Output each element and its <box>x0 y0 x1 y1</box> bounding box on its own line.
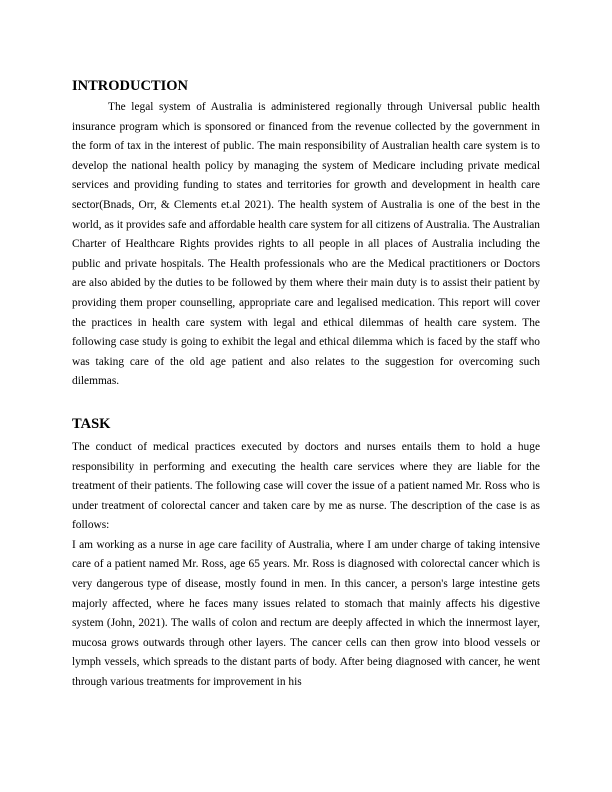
task-paragraph-2: I am working as a nurse in age care facility of Australia, where I am under charge of taking intensive care of a patient named Mr. Ross, age 65 years. Mr. Ross is diagnosed with colorectal cancer which is very dangerous type of disease, mostly found in men. In this cancer, a person's large intestine gets majorly affected, where he faces many issues related to stomach that mainly affects his digestive system (John, 2021). The walls of colon and rectum are deeply affected in which the innermost layer, mucosa grows outwards through other layers. The cancer cells can then grow into blood vessels or lymph vessels, which spreads to the distant parts of body. After being diagnosed with cancer, he went through various treatments for improvement in his <box>72 538 540 689</box>
introduction-heading: INTRODUCTION <box>72 78 189 94</box>
task-heading: TASK <box>72 415 111 432</box>
task-paragraph-1: The conduct of medical practices executed by doctors and nurses entails them to hold a huge responsibility in performing and executing the health care services where they are liable for the treatment of their patients. The following case will cover the issue of a patient named Mr. Ross who is under treatment of colorectal cancer and taken care by me as nurse. The description of the case is as follows: <box>72 440 540 532</box>
page-content <box>72 76 540 693</box>
introduction-paragraph: The legal system of Australia is administered regionally through Universal public health insurance program which is sponsored or financed from the revenue collected by the government in the form of tax in the interest of public. The main responsibility of Australian health care system is to develop the national health policy by managing the system of Medicare including private medical services and providing funding to states and territories for growth and development in health care sector(Bnads, Orr, & Clements et.al 2021). The health system of Australia is one of the best in the world, as it provides safe and affordable health care system for all citizens of Australia. The Australian Charter of Healthcare Rights provides rights to all people in all places of Australia including the public and private hospitals. The Health professionals who are the Medical practitioners or Doctors are also abided by the duties to be followed by them where their main duty is to assist their patient by providing them proper counselling, appropriate care and legalised medication. This report will cover the practices in health care system with legal and ethical dilemmas of health care system. The following case study is going to exhibit the legal and ethical dilemma which is faced by the staff who was taking care of the old age patient and also relates to the suggestion for overcoming such dilemmas. <box>72 101 540 388</box>
